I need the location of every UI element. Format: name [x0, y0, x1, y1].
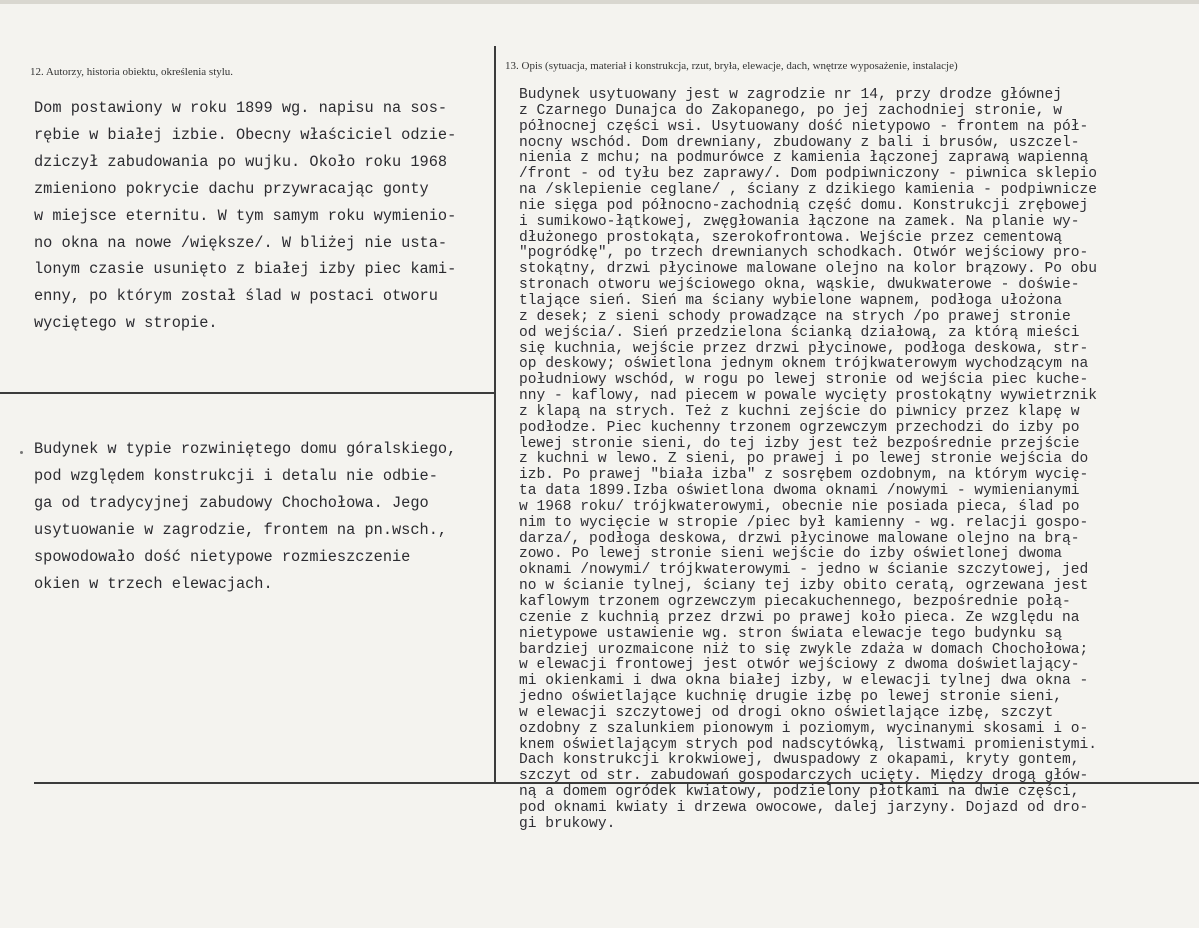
sheet-top-edge — [0, 0, 1199, 4]
ink-speck — [20, 451, 23, 454]
section-13-heading: 13. Opis (sytuacja, materiał i konstrukcja, rzut, bryła, elewacje, dach, wnętrze wyposażenie, instalacje) — [505, 60, 958, 72]
style-paragraph: Budynek w typie rozwiniętego domu góralskiego, pod względem konstrukcji i detalu nie odbie- ga od tradycyjnej zabudowy Chochołowa. Jego usytuowanie w zagrodzie, frontem na pn.wsch., spowodowało dość nietypowe rozmieszczenie okien w trzech elewacjach. — [34, 440, 457, 593]
left-section-divider — [0, 392, 496, 394]
column-divider — [494, 46, 496, 782]
history-paragraph: Dom postawiony w roku 1899 wg. napisu na sos- rębie w białej izbie. Obecny właściciel odzie- dziczył zabudowania po wujku. Około roku 1968 zmieniono pokrycie dachu przywracając gonty w miejsce eternitu. W tym samym roku wymienio- no okna na nowe /większe/. W bliżej nie usta- lonym czasie usunięto z białej izby piec kami- enny, po którym został ślad w postaci otworu wyciętego w stropie. — [34, 99, 457, 333]
section-12-heading: 12. Autorzy, historia obiektu, określenia stylu. — [30, 66, 234, 78]
description-paragraph: Budynek usytuowany jest w zagrodzie nr 14, przy drodze głównej z Czarnego Dunajca do Zakopanego, po jej zachodniej stronie, w północnej części wsi. Usytuowany dość nietypowo - frontem na pół- nocny wschód. Dom drewniany, zbudowany z bali i brusów, uszczel- nienia z mchu; na podmurówce z kamienia łączonej zaprawą wapienną /front - od tyłu bez zaprawy/. Dom podpiwniczony - piwnica sklepio na /sklepienie ceglane/ , ściany z dzikiego kamienia - podpiwnicze nie sięga pod północno-zachodnią część domu. Konstrukcji zrębowej i sumikowo-łątkowej, zwęgłowania łączone na zamek. Na planie wy- dłużonego prostokąta, szerokofrontowa. Wejście przez cementową "pogródkę", po trzech drewnianych schodkach. Otwór wejściowy pro- stokątny, drzwi płycinowe malowane olejno na kolor brązowy. Po obu stronach otworu wejściowego okna, wąskie, dwukwaterowe - doświe- tlające sień. Sień ma ściany wybielone wapnem, podłoga ułożona z desek; z sieni schody prowadzące na strych /po prawej stronie od wejścia/. Sień przedzielona ścianką działową, za którą mieści się kuchnia, wejście przez drzwi płycinowe, podłoga deskowa, str- op deskowy; oświetlona jednym oknem trójkwaterowym wychodzącym na południowy wschód, w rogu po lewej stronie od wejścia piec kuche- nny - kaflowy, nad piecem w powale wycięty prostokątny wywietrznik z klapą na strych. Też z kuchni zejście do piwnicy przez klapę w podłodze. Piec kuchenny trzonem ogrzewczym przechodzi do izby po lewej stronie sieni, do tej izby jest też bezpośrednie przejście z kuchni w lewo. Z sieni, po prawej i po lewej stronie wejścia do izb. Po prawej "biała izba" z sosrębem ozdobnym, na którym wycię- ta data 1899.Izba oświetlona dwoma oknami /nowymi - wymienianymi w 1968 roku/ trójkwaterowymi, obecnie nie posiada pieca, ślad po nim to wycięcie w stropie /piec był kamienny - wg. relacji gospo- darza/, podłoga deskowa, drzwi płycinowe malowane olejno na brą- zowo. Po lewej stronie sieni wejście do izby oświetlonej dwoma oknami /nowymi/ trójkwaterowymi - jedno w ścianie szczytowej, jed no w ścianie tylnej, ściany tej izby obito ceratą, ogrzewana jest kaflowym trzonem ogrzewczym piecakuchennego, bezpośrednie połą- czenie z kuchnią przez drzwi po prawej koło pieca. Ze względu na nietypowe ustawienie wg. stron świata elewacje tego budynku są bardziej urozmaicone niż to się zwykle zdaża w domach Chochołowa; w elewacji frontowej jest otwór wejściowy z dwoma doświetlający- mi okienkami i dwa okna białej izby, w elewacji tylnej dwa okna - jedno oświetlające kuchnię drugie izbę po lewej stronie sieni, w elewacji szczytowej od drogi okno oświetlające izbę, szczyt ozdobny z szalunkiem pionowym i poziomym, wycinanymi skosami i o- knem oświetlającym strych pod nadscytówką, listwami promienistymi. Dach konstrukcji krokwiowej, dwuspadowy z okapami, kryty gontem, szczyt od str. zabudowań gospodarczych ucięty. Między drogą głów- ną a domem ogródek kwiatowy, podzielony płotkami na dwie części, pod oknami kwiaty i drzewa owocowe, dalej jarzyny. Dojazd od dro- gi brukowy. — [519, 87, 1098, 832]
